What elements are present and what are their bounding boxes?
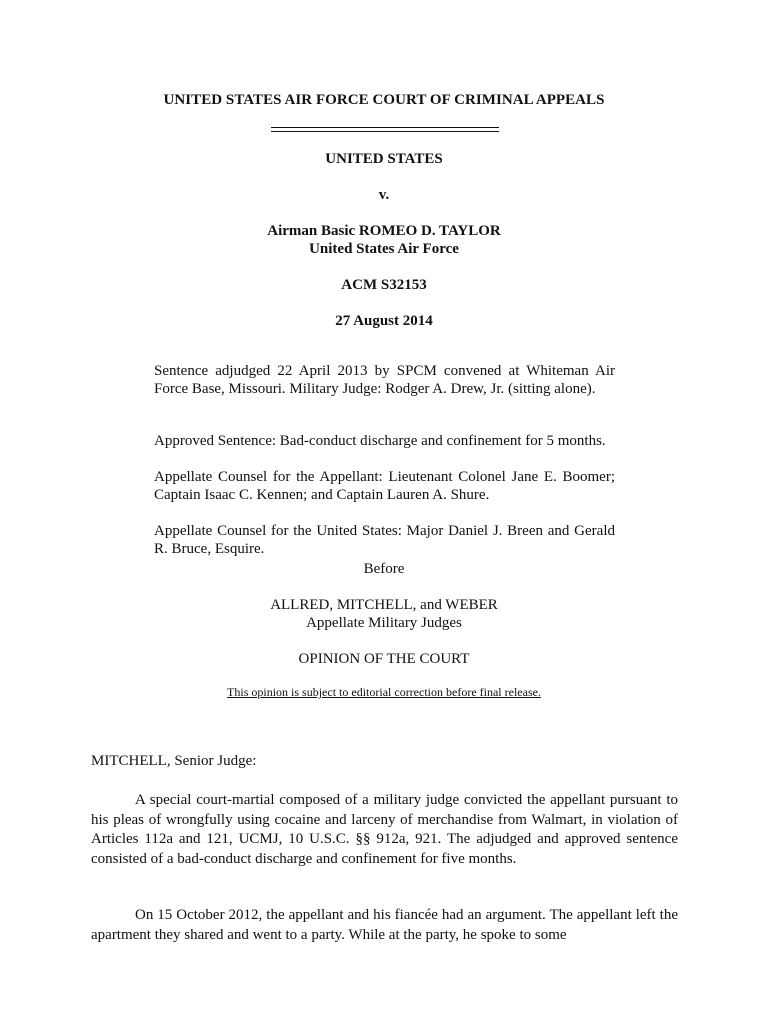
docket-number: ACM S32153 bbox=[341, 277, 427, 293]
court-title: UNITED STATES AIR FORCE COURT OF CRIMINAL APPEALS bbox=[163, 92, 605, 108]
plaintiff: UNITED STATES bbox=[325, 151, 443, 167]
defendant-name: Airman Basic ROMEO D. TAYLOR bbox=[267, 223, 501, 239]
sentence-adjudged: Sentence adjudged 22 April 2013 by SPCM convened at Whiteman Air Force Base, Missouri. Military Judge: Rodger A. Drew, Jr. (sitting alone). bbox=[154, 363, 615, 397]
title-rule-top bbox=[271, 127, 499, 128]
counsel-united-states: Appellate Counsel for the United States: Major Daniel J. Breen and Gerald R. Bruce, Esquire. bbox=[154, 523, 615, 557]
defendant-service: United States Air Force bbox=[309, 241, 459, 257]
editorial-notice: This opinion is subject to editorial correction before final release. bbox=[227, 685, 541, 699]
panel-judges: ALLRED, MITCHELL, and WEBER bbox=[270, 597, 498, 613]
decision-date: 27 August 2014 bbox=[335, 313, 433, 329]
paragraph-2: On 15 October 2012, the appellant and his fiancée had an argument. The appellant left the apartment they shared and went to a party. While at the party, he spoke to some bbox=[91, 907, 678, 943]
paragraph-1: A special court-martial composed of a military judge convicted the appellant pursuant to his pleas of wrongfully using cocaine and larceny of merchandise from Walmart, in violation of Articles 112a and 121, UCMJ, 10 U.S.C. §§ 912a, 921. The adjudged and approved sentence consisted of a bad-conduct discharge and confinement for five months. bbox=[91, 792, 678, 867]
opinion-heading: OPINION OF THE COURT bbox=[298, 651, 470, 667]
author-line: MITCHELL, Senior Judge: bbox=[91, 753, 257, 769]
counsel-appellant: Appellate Counsel for the Appellant: Lieutenant Colonel Jane E. Boomer; Captain Isaac C. Kennen; and Captain Lauren A. Shure. bbox=[154, 469, 615, 503]
before-label: Before bbox=[363, 561, 405, 577]
approved-sentence: Approved Sentence: Bad-conduct discharge and confinement for 5 months. bbox=[154, 433, 606, 449]
versus: v. bbox=[378, 187, 390, 203]
panel-judges-title: Appellate Military Judges bbox=[306, 615, 462, 631]
title-rule-bottom bbox=[271, 131, 499, 132]
